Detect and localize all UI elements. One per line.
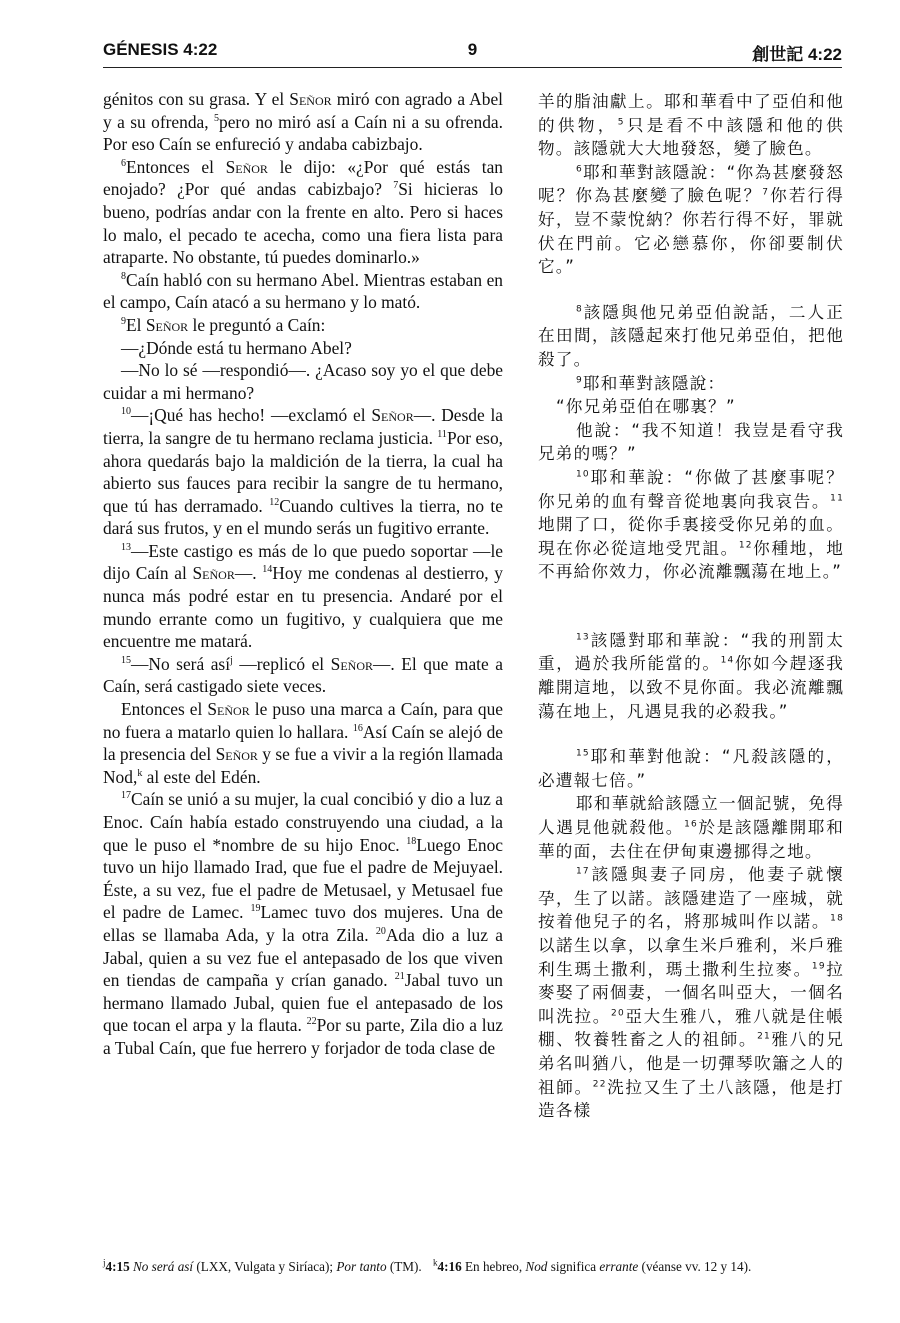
text: le dijo: «¿Por qué estás tan enojado? ¿Por qué andas cabizbajo? <box>103 156 503 200</box>
text: Luego Enoc tuvo un hijo llamado Irad, que fue el padre de Mejuyael. Éste, a su vez, fue el padre de Metusael, y Metusael fue el padre de Lamec. <box>103 834 503 923</box>
text: 該隱對耶和華說：“我的刑罰太重，過於我所能當的。 <box>538 630 844 674</box>
verse-number: 14 <box>262 564 273 576</box>
text: 該隱與妻子同房，他妻子就懷孕，生了以諾。該隱建造了一座城，就按着他兒子的名，將那城叫作以諾。 <box>538 865 844 932</box>
text: —replicó el <box>232 653 331 674</box>
verse-number: 19 <box>250 903 261 915</box>
text: Nod <box>525 1259 548 1274</box>
lord-name: Señor <box>145 314 189 335</box>
text: —¡Qué has hecho! —exclamó el <box>131 405 372 426</box>
verse-number: 10 <box>121 406 131 418</box>
paragraph <box>103 540 503 653</box>
spacer <box>538 279 844 301</box>
verse-number: 11 <box>437 429 447 441</box>
paragraph <box>103 404 503 540</box>
text: 洗拉又生了土八該隱，他是打造各樣 <box>538 1077 844 1121</box>
text: 於是該隱離開耶和華的面，去住在伊甸東邊挪得之地。 <box>538 818 844 861</box>
verse-number: 16 <box>684 819 698 830</box>
verse-number: 7 <box>762 187 770 198</box>
verse-number: 8 <box>121 270 126 282</box>
verse-number: 21 <box>394 971 405 983</box>
page-header <box>103 40 842 62</box>
text: Si hicieras lo bueno, podrías andar con la frente en alto. Pero si haces lo malo, el pecado te acecha, como una fiera lista para atraparte. No obstante, tú puedes dominarlo.» <box>103 179 503 268</box>
footnote-j <box>103 1259 422 1274</box>
text: Caín habló con su hermano Abel. Mientras estaban en el campo, Caín atacó a su hermano y lo mató. <box>103 269 503 313</box>
verse-number: 13 <box>121 542 131 554</box>
text: —Este castigo es más de lo que puedo soportar —le dijo Caín al <box>103 540 503 584</box>
text: (véanse vv. 12 y 14). <box>638 1259 752 1274</box>
lord-name: Señor <box>192 563 235 584</box>
lord-name: Señor <box>371 405 414 426</box>
footnote-marker[interactable]: j <box>230 655 233 667</box>
lord-name: Señor <box>289 89 332 109</box>
text: Entonces el <box>121 699 208 720</box>
verse-number: 16 <box>352 722 363 734</box>
verse-number: 6 <box>576 164 583 175</box>
text: —. <box>234 563 263 584</box>
text: 以諾生以拿，以拿生米戶雅利，米戶雅利生瑪土撒利，瑪土撒利生拉麥。 <box>538 936 844 979</box>
paragraph <box>103 788 503 1059</box>
text: —. El que mate a Caín, será castigado siete veces. <box>103 653 503 697</box>
text: 拉麥娶了兩個妻，一個名叫亞大，一個名叫洗拉。 <box>538 959 845 1026</box>
text: Ada dio a luz a Jabal, quien a su vez fue el antepasado de los que viven en tiendas de campaña y crían ganado. <box>103 924 503 991</box>
paragraph: —¿Dónde está tu hermano Abel? <box>121 337 352 358</box>
footnote-letter: j <box>103 1257 106 1268</box>
verse-number: 20 <box>375 926 386 938</box>
verse-number: 6 <box>121 157 126 169</box>
text: pero no miró así a Caín ni a su ofrenda. Por eso Caín se enfureció y andaba cabizbajo. <box>103 111 503 155</box>
verse-number: 13 <box>576 632 590 643</box>
verse-number: 15 <box>121 655 131 667</box>
text: 雅八的兄弟名叫猶八，他是一切彈琴吹簫之人的祖師。 <box>538 1030 844 1097</box>
footnote-reference: 4:15 <box>105 1259 130 1274</box>
text: 耶和華說：“你做了甚麼事呢？你兄弟的血有聲音從地裏向我哀告。 <box>538 467 844 511</box>
paragraph <box>103 314 503 337</box>
paragraph: 他說：“我不知道！我豈是看守我兄弟的嗎？” <box>538 420 844 464</box>
paragraph <box>538 161 844 279</box>
text: 亞大生雅八，雅八就是住帳棚、牧養牲畜之人的祖師。 <box>538 1006 844 1050</box>
paragraph <box>103 698 503 788</box>
verse-number: 12 <box>738 540 753 551</box>
text: al este del Edén. <box>142 766 261 787</box>
text: (LXX, Vulgata y Siríaca); <box>193 1259 337 1274</box>
paragraph <box>538 90 844 161</box>
verse-number: 17 <box>576 866 590 877</box>
verse-number: 19 <box>811 961 826 972</box>
header-book-chapter-spanish: GÉNESIS 4:22 <box>103 40 218 59</box>
verse-number: 5 <box>214 112 220 124</box>
spanish-column <box>103 88 503 1060</box>
text: El <box>126 314 146 335</box>
paragraph <box>538 863 844 1123</box>
verse-number: 18 <box>830 913 844 924</box>
text: 只是看不中該隱和他的供物。該隱就大大地發怒，變了臉色。 <box>538 115 844 159</box>
paragraph <box>538 792 844 863</box>
verse-number: 15 <box>576 748 590 759</box>
header-rule <box>103 67 842 68</box>
paragraph <box>538 745 844 792</box>
text: génitos con su grasa. Y el <box>103 89 290 109</box>
footnote-reference: 4:16 <box>437 1259 462 1274</box>
header-book-chapter-chinese: 創世記 4:22 <box>752 45 842 64</box>
text: le preguntó a Caín: <box>188 314 326 335</box>
text: miró con agrado a Abel y a su ofrenda, <box>103 89 503 132</box>
lord-name: Señor <box>215 744 258 765</box>
text: Por su parte, Zila dio a luz a Tubal Caín, que fue herrero y forjador de toda clase de <box>103 1015 503 1058</box>
verse-number: 18 <box>406 835 417 847</box>
paragraph: —No lo sé —respondió—. ¿Acaso soy yo el que debe cuidar a mi hermano? <box>103 360 503 403</box>
text: 該隱與他兄弟亞伯說話，二人正在田間，該隱起來打他兄弟亞伯，把他殺了。 <box>538 302 844 369</box>
footnote-letter: k <box>433 1257 438 1268</box>
verse-number: 8 <box>576 304 583 315</box>
verse-number: 20 <box>611 1008 625 1019</box>
text: 耶和華對他說：“凡殺該隱的，必遭報七倍。” <box>538 747 844 790</box>
paragraph <box>538 466 844 584</box>
footnote-marker[interactable]: k <box>137 768 143 780</box>
spacer <box>538 584 844 629</box>
spacer <box>538 723 844 745</box>
text: Así Caín se alejó de la presencia del <box>103 721 503 765</box>
text: errante <box>599 1259 639 1274</box>
text: 你如今趕逐我離開這地，以致不見你面。我必流離飄蕩在地上，凡遇見我的必殺我。” <box>538 654 845 721</box>
chinese-column <box>538 90 844 1123</box>
verse-number: 11 <box>830 492 844 503</box>
footnote-k <box>433 1259 751 1274</box>
paragraph <box>538 301 844 372</box>
verse-number: 22 <box>592 1079 607 1090</box>
text: Hoy me condenas al destierro, y nunca más podré estar en tu presencia. Andaré por el mundo errante como un fugitivo, y cualquiera que me encuentre me matará. <box>103 563 503 652</box>
text: Cuando cultives la tierra, no te dará sus frutos, y en el mundo serás un fugitivo errante. <box>103 495 503 539</box>
verse-number: 10 <box>576 469 590 480</box>
text: Caín se unió a su mujer, la cual concibió y dio a luz a Enoc. Caín había estado construyendo una ciudad, a la que le puso el *nombre de su hijo Enoc. <box>103 789 503 855</box>
text: 羊的脂油獻上。耶和華看中了亞伯和他的供物， <box>538 92 844 135</box>
text: le puso una marca a Caín, para que no fuera a matarlo quien lo hallara. <box>103 699 503 742</box>
text: 耶和華對該隱說：“你為甚麼發怒呢？你為甚麼變了臉色呢？ <box>538 162 844 206</box>
text: En hebreo, <box>461 1259 526 1274</box>
paragraph <box>103 269 503 314</box>
verse-number: 9 <box>576 375 583 385</box>
paragraph: “你兄弟亞伯在哪裏？” <box>556 397 736 417</box>
verse-number: 14 <box>720 655 735 666</box>
verse-number: 5 <box>617 117 625 128</box>
verse-number: 12 <box>269 496 280 508</box>
text: 耶和華就給該隱立一個記號，免得人遇見他就殺他。 <box>538 794 844 838</box>
text: —. Desde la tierra, la sangre de tu hermano reclama justicia. <box>103 405 503 448</box>
footnotes <box>103 1258 842 1275</box>
page-number: 9 <box>467 40 478 59</box>
text: Entonces el <box>126 156 226 177</box>
verse-number: 21 <box>757 1031 771 1042</box>
paragraph <box>103 88 503 156</box>
paragraph <box>538 372 844 396</box>
paragraph <box>538 629 844 723</box>
lord-name: Señor <box>207 699 250 720</box>
lord-name: Señor <box>225 156 268 177</box>
lord-name: Señor <box>330 653 374 674</box>
text: significa <box>547 1259 600 1274</box>
text: 耶和華對該隱說： <box>582 373 726 393</box>
text: No será así <box>133 1259 194 1274</box>
text: 你若行得好，豈不蒙悅納？你若行得不好，罪就伏在門前。它必戀慕你，你卻要制伏它。” <box>538 186 844 277</box>
text: 地開了口，從你手裏接受你兄弟的血。現在你必從這地受咒詛。 <box>538 515 844 558</box>
verse-number: 9 <box>121 316 126 328</box>
text: Lamec tuvo dos mujeres. Una de ellas se llamaba Ada, y la otra Zila. <box>103 902 503 945</box>
paragraph <box>103 156 503 269</box>
text: (TM). <box>386 1259 422 1274</box>
text: Por tanto <box>336 1259 387 1274</box>
verse-number: 17 <box>121 790 131 802</box>
text: —No será así <box>131 653 231 674</box>
text: Por eso, ahora quedarás bajo la maldición de la tierra, la cual ha abierto sus fauces para recibir la sangre de tu hermano, que tú has derramado. <box>103 427 503 516</box>
text: 你種地，地不再給你效力，你必流離飄蕩在地上。” <box>538 538 845 582</box>
verse-number: 7 <box>393 180 399 192</box>
paragraph <box>103 653 503 698</box>
text: y se fue a vivir a la región llamada Nod, <box>103 744 503 787</box>
text: Jabal tuvo un hermano llamado Jubal, quien fue el antepasado de los que tocan el arpa y la flauta. <box>103 970 503 1036</box>
verse-number: 22 <box>306 1016 317 1028</box>
